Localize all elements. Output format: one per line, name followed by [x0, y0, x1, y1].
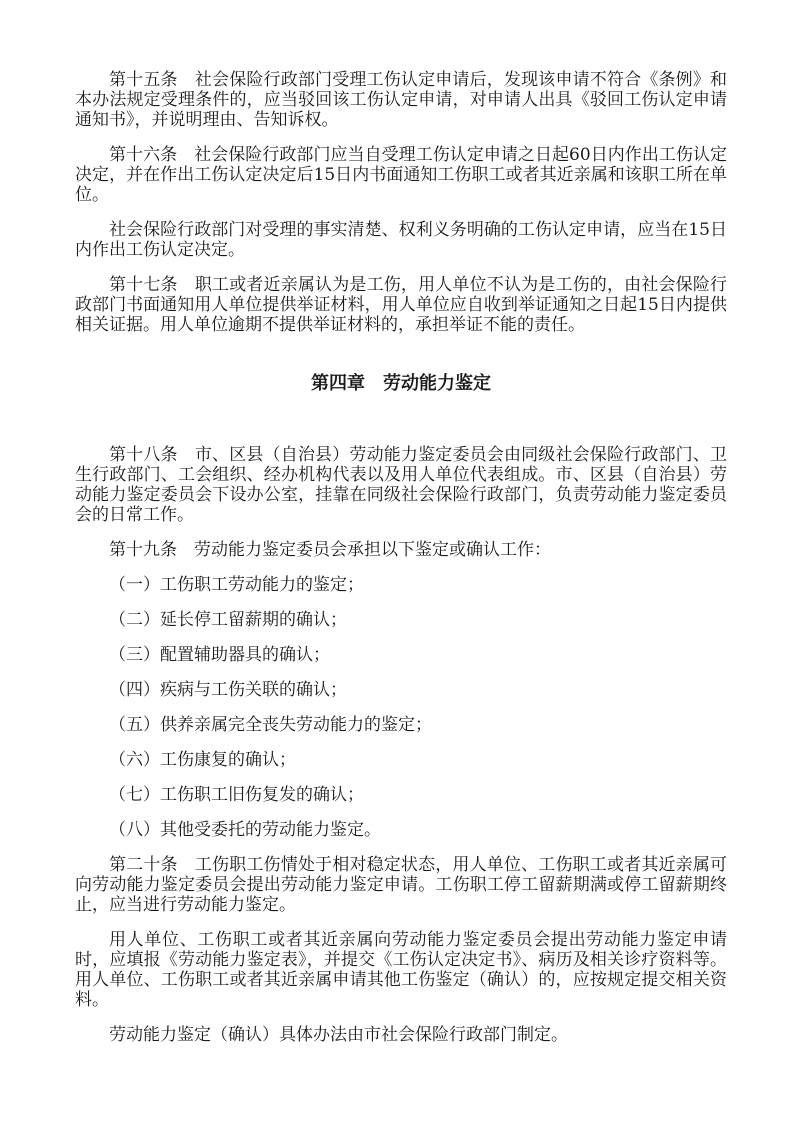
article-20-paragraph-1: 第二十条 工伤职工伤情处于相对稳定状态，用人单位、工伤职工或者其近亲属可向劳动能力鉴定委员会提出劳动能力鉴定申请。工伤职工停工留薪期满或停工留薪期终止，应当进行劳动能力鉴定。: [75, 855, 727, 915]
article-19-item-8: （八）其他受委托的劳动能力鉴定。: [109, 820, 381, 840]
article-16-paragraph-2: 社会保险行政部门对受理的事实清楚、权利义务明确的工伤认定申请，应当在15日内作出工伤认定决定。: [75, 220, 727, 260]
article-15-paragraph: 第十五条 社会保险行政部门受理工伤认定申请后，发现该申请不符合《条例》和本办法规定受理条件的，应当驳回该工伤认定申请，对申请人出具《驳回工伤认定申请通知书》，并说明理由、告知诉权。: [75, 70, 727, 130]
article-18-paragraph: 第十八条 市、区县（自治县）劳动能力鉴定委员会由同级社会保险行政部门、卫生行政部门、工会组织、经办机构代表以及用人单位代表组成。市、区县（自治县）劳动能力鉴定委员会下设办公室，挂靠在同级社会保险行政部门，负责劳动能力鉴定委员会的日常工作。: [75, 445, 727, 525]
article-19-item-5: （五）供养亲属完全丧失劳动能力的鉴定；: [109, 715, 432, 735]
article-19-item-2: （二）延长停工留薪期的确认；: [109, 610, 347, 630]
article-19-paragraph: 第十九条 劳动能力鉴定委员会承担以下鉴定或确认工作：: [109, 540, 551, 560]
article-19-item-4: （四）疾病与工伤关联的确认；: [109, 680, 347, 700]
chapter-4-heading: 第四章 劳动能力鉴定: [311, 373, 491, 394]
article-19-item-3: （三）配置辅助器具的确认；: [109, 645, 330, 665]
article-20-paragraph-3: 劳动能力鉴定（确认）具体办法由市社会保险行政部门制定。: [109, 1025, 568, 1045]
article-19-item-7: （七）工伤职工旧伤复发的确认；: [109, 785, 364, 805]
article-19-item-6: （六）工伤康复的确认；: [109, 750, 296, 770]
article-20-paragraph-2: 用人单位、工伤职工或者其近亲属向劳动能力鉴定委员会提出劳动能力鉴定申请时，应填报《劳动能力鉴定表》，并提交《工伤认定决定书》、病历及相关诊疗资料等。用人单位、工伤职工或者其近亲属申请其他工伤鉴定（确认）的，应按规定提交相关资料。: [75, 930, 727, 1010]
article-17-paragraph: 第十七条 职工或者近亲属认为是工伤，用人单位不认为是工伤的，由社会保险行政部门书面通知用人单位提供举证材料，用人单位应自收到举证通知之日起15日内提供相关证据。用人单位逾期不提供举证材料的，承担举证不能的责任。: [75, 275, 727, 335]
article-19-item-1: （一）工伤职工劳动能力的鉴定；: [109, 575, 364, 595]
article-16-paragraph: 第十六条 社会保险行政部门应当自受理工伤认定申请之日起60日内作出工伤认定决定，并在作出工伤认定决定后15日内书面通知工伤职工或者其近亲属和该职工所在单位。: [75, 145, 727, 205]
